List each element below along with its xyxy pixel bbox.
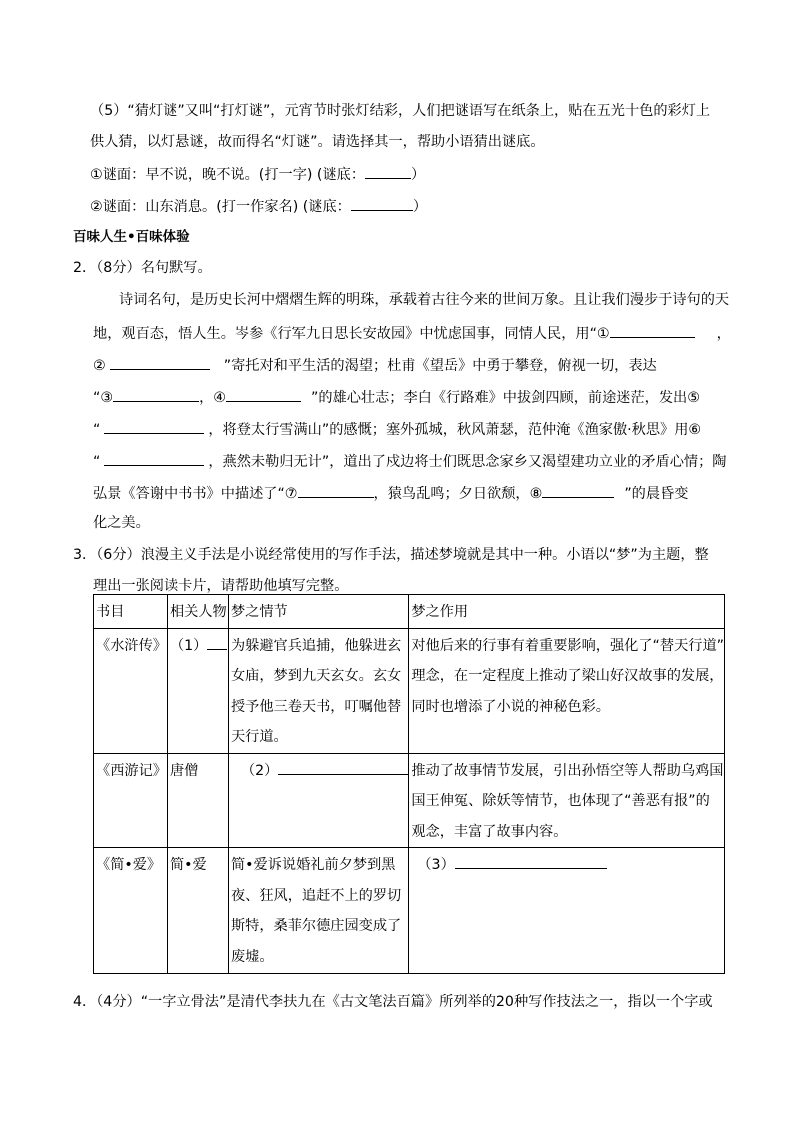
blank-6-open: “ bbox=[93, 454, 101, 470]
table-row bbox=[94, 753, 725, 848]
reading-card-table bbox=[93, 594, 725, 974]
blank-1[interactable] bbox=[610, 322, 695, 338]
header-book: 书目 bbox=[94, 595, 168, 629]
riddle-1-text: ①谜面：早不说，晚不说。(打一字) (谜底： bbox=[90, 167, 366, 183]
cell-book: 《西游记》 bbox=[94, 753, 168, 848]
q2-line7 bbox=[93, 482, 688, 504]
blank-5[interactable] bbox=[104, 418, 204, 434]
blank-4-mark: ，④ bbox=[199, 390, 226, 406]
riddle-2-answer-blank[interactable] bbox=[351, 195, 413, 211]
q2-line7-text: 弘景《答谢中书书》中描述了“⑦ bbox=[93, 486, 298, 502]
plot-line: 女庙，梦到九天玄女。玄女 bbox=[230, 668, 402, 684]
plot-line: 授予他三卷天书，叮嘱他替 bbox=[230, 698, 402, 715]
riddle-intro-line2: 供人猜，以灯悬谜，故而得名“灯谜”。请选择其一，帮助小语猜出谜底。 bbox=[90, 134, 545, 150]
plot-line: 废墟。 bbox=[230, 948, 274, 965]
q3-line1: 3．（6分）浪漫主义手法是小说经常使用的写作手法，描述梦境就是其中一种。小语以“梦”为主题，整 bbox=[73, 547, 709, 563]
riddle-1-close: ） bbox=[411, 167, 426, 183]
answer-3-label: （3） bbox=[417, 857, 455, 873]
effect-line: 国王伸冤、除妖等情节，也体现了“善恶有报”的 bbox=[411, 793, 710, 809]
cell-effect bbox=[409, 628, 725, 753]
table-row bbox=[94, 628, 725, 753]
effect-line: 观念，丰富了故事内容。 bbox=[411, 823, 568, 840]
q2-header: 2．（8分）名句默写。 bbox=[73, 260, 212, 276]
q2-line8: 化之美。 bbox=[93, 515, 150, 531]
q2-line2 bbox=[93, 322, 731, 344]
cell-person: 唐僧 bbox=[167, 753, 228, 848]
plot-line: 为躲避官兵追捕，他躲进玄 bbox=[230, 637, 402, 654]
q2-line7-end: ”的晨昏变 bbox=[624, 486, 689, 502]
plot-line: 天行道。 bbox=[230, 729, 288, 745]
blank-3[interactable] bbox=[113, 386, 199, 402]
answer-2-label: （2） bbox=[240, 762, 279, 779]
q2-line5 bbox=[93, 418, 701, 440]
cell-plot bbox=[228, 628, 408, 753]
q2-line3 bbox=[93, 354, 657, 376]
q4-line1: 4．（4分）“一字立骨法”是清代李扶九在《古文笔法百篇》所列举的20种写作技法之一，指以一个字或 bbox=[73, 994, 713, 1010]
blank-3-mark: “③ bbox=[93, 390, 114, 406]
riddle-2 bbox=[90, 195, 427, 217]
table-row bbox=[94, 848, 725, 974]
header-effect: 梦之作用 bbox=[409, 595, 725, 629]
cell-plot bbox=[228, 848, 408, 974]
q2-line1: 诗词名句，是历史长河中熠熠生辉的明珠，承载着古往今来的世间万象。且让我们漫步于诗句的天 bbox=[119, 292, 730, 308]
header-person: 相关人物 bbox=[167, 595, 228, 629]
riddle-2-text: ②谜面：山东消息。(打一作家名) (谜底： bbox=[90, 199, 351, 215]
cell-effect bbox=[409, 753, 725, 848]
riddle-1-answer-blank[interactable] bbox=[365, 163, 411, 179]
blank-7[interactable] bbox=[298, 482, 374, 498]
blank-8[interactable] bbox=[542, 482, 614, 498]
blank-6[interactable] bbox=[104, 450, 204, 466]
q2-line7-mid: ，猿鸟乱鸣；夕日欲颓，⑧ bbox=[373, 486, 543, 502]
blank-4[interactable] bbox=[226, 386, 301, 402]
blank-2-mark: ② bbox=[93, 358, 106, 374]
q2-line6-text: ，燕然未勒归无计”，道出了戍边将士们既思念家乡又渴望建功立业的矛盾心情；陶 bbox=[208, 454, 727, 470]
q2-line6 bbox=[93, 450, 726, 472]
answer-1-blank[interactable] bbox=[207, 633, 227, 650]
q2-line4 bbox=[93, 386, 700, 408]
plot-line: 斯特，桑菲尔德庄园变成了 bbox=[230, 918, 402, 934]
blank-2[interactable] bbox=[110, 354, 210, 370]
table-header-row bbox=[94, 595, 725, 629]
answer-2-blank[interactable] bbox=[278, 758, 408, 775]
answer-3-blank[interactable] bbox=[455, 852, 607, 869]
cell-person: 简•爱 bbox=[167, 848, 228, 974]
q2-line5-text: ，将登太行雪满山”的感慨；塞外孤城，秋风萧瑟，范仲淹《渔家傲·秋思》用⑥ bbox=[208, 422, 702, 438]
riddle-2-close: ） bbox=[412, 199, 428, 215]
riddle-intro-line1: （5）“猜灯谜”又叫“打灯谜”，元宵节时张灯结彩，人们把谜语写在纸条上，贴在五光十色的彩灯上 bbox=[90, 103, 711, 119]
cell-book: 《简•爱》 bbox=[94, 848, 168, 974]
cell-person bbox=[167, 628, 228, 753]
q2-line2-text: 地，观百态，悟人生。岑参《行军九日思长安故园》中忧虑国事，同情人民，用“① bbox=[93, 326, 610, 342]
q2-line2-end: ， bbox=[716, 326, 731, 342]
cell-effect bbox=[409, 848, 725, 974]
effect-line: 对他后来的行事有着重要影响，强化了“替天行道” bbox=[411, 637, 724, 654]
header-plot: 梦之情节 bbox=[228, 595, 408, 629]
q3-line2: 理出一张阅读卡片，请帮助他填写完整。 bbox=[93, 578, 349, 594]
answer-1-label: （1） bbox=[169, 637, 208, 654]
riddle-1 bbox=[90, 163, 425, 185]
cell-plot bbox=[228, 753, 408, 848]
effect-line: 理念，在一定程度上推动了梁山好汉故事的发展， bbox=[411, 668, 724, 684]
plot-line: 简•爱诉说婚礼前夕梦到黑 bbox=[230, 857, 396, 873]
cell-book: 《水浒传》 bbox=[94, 628, 168, 753]
effect-line: 同时也增添了小说的神秘色彩。 bbox=[411, 698, 610, 715]
effect-line: 推动了故事情节发展，引出孙悟空等人帮助乌鸡国 bbox=[411, 762, 724, 779]
q2-line4-text: ”的雄心壮志；李白《行路难》中拔剑四顾，前途迷茫，发出⑤ bbox=[311, 390, 700, 406]
blank-5-open: “ bbox=[93, 422, 101, 438]
q2-line3-text: ”寄托对和平生活的渴望；杜甫《望岳》中勇于攀登，俯视一切，表达 bbox=[223, 358, 657, 374]
section-heading: 百味人生•百味体验 bbox=[73, 229, 190, 245]
plot-line: 夜、狂风，追赶不上的罗切 bbox=[230, 887, 402, 904]
